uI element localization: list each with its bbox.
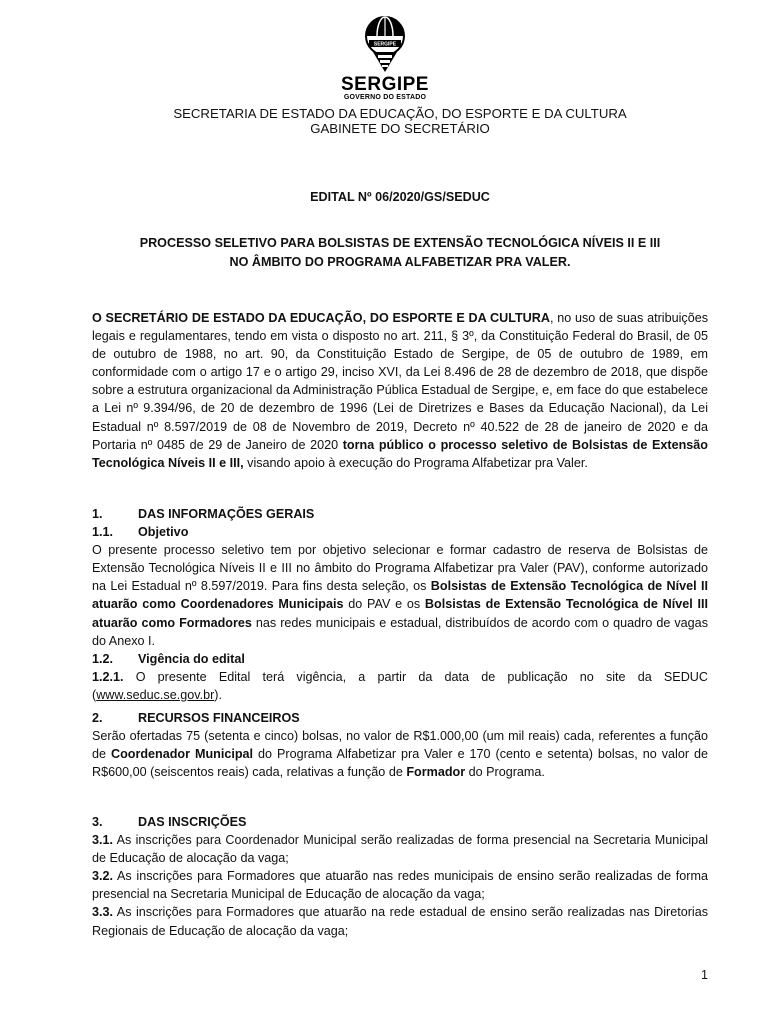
- section-1-heading: [92, 505, 708, 523]
- preamble-text: , no uso de suas atribuições legais e regulamentares, tendo em vista o disposto no art. 211, § 3º, da Constituição Federal do Brasil, de 05 de outubro de 1988, no art. 90, da Constituição Estado de Sergipe, de 05 de outubro de 1989, em conformidade com o artigo 17 e o artigo 29, inciso XVI, da Lei 8.496 de 28 de dezembro de 2018, que dispõe sobre a estrutura organizacional da Administração Pública Estadual de Sergipe, e, em face do que estabelece a Lei nº 9.394/96, de 20 de dezembro de 1996 (Lei de Diretrizes e Bases da Educação Nacional), da Lei Estadual nº 8.597/2019 de 08 de Novembro de 2019, Decreto nº 40.522 de 28 de janeiro de 2020 e da Portaria nº 0485 de 29 de Janeiro de 2020: [92, 311, 708, 452]
- edital-title: EDITAL Nº 06/2020/GS/SEDUC: [310, 190, 490, 204]
- preamble: [92, 309, 708, 472]
- section-3-heading: [92, 813, 708, 831]
- preamble-end: visando apoio à execução do Programa Alfabetizar pra Valer.: [243, 455, 588, 470]
- vigencia-paragraph: [92, 668, 708, 704]
- financial-bold-b: Formador: [406, 765, 466, 780]
- section-2-number: 2.: [92, 711, 103, 725]
- item-3-1-number: 3.1.: [92, 833, 114, 848]
- process-title-line-2: NO ÂMBITO DO PROGRAMA ALFABETIZAR PRA VALER.: [229, 255, 571, 269]
- item-3-3-number: 3.3.: [92, 905, 114, 920]
- page-number: 1: [700, 968, 708, 982]
- section-2-title: RECURSOS FINANCEIROS: [138, 711, 300, 725]
- logo-ribbon-text: SERGIPE: [373, 41, 397, 48]
- subsection-1-2-title: Vigência do edital: [138, 651, 245, 666]
- logo-brand-text: SERGIPE: [341, 74, 429, 95]
- item-1-2-1-text: O presente Edital terá vigência, a partir da data de publicação no site da SEDUC (: [92, 669, 708, 702]
- section-3: [92, 813, 708, 940]
- subsection-1-1-heading: [92, 523, 708, 541]
- header-line-2: GABINETE DO SECRETÁRIO: [310, 121, 490, 136]
- section-2-heading: [92, 709, 708, 727]
- subsection-1-2-number: 1.2.: [92, 651, 114, 666]
- section-3-number: 3.: [92, 815, 103, 829]
- objective-bold-b: Bolsistas de Extensão Tecnológica de Nível III atuarão como Formadores: [92, 597, 708, 630]
- logo-subtitle: GOVERNO DO ESTADO: [343, 94, 427, 101]
- objective-text-c: nas redes municipais e estadual, distribuídos de acordo com o quadro de vagas do Anexo I.: [92, 615, 708, 648]
- financial-bold-a: Coordenador Municipal: [110, 747, 254, 762]
- header-line-1: SECRETARIA DE ESTADO DA EDUCAÇÃO, DO ESPORTE E DA CULTURA: [173, 106, 627, 121]
- financial-paragraph: [92, 727, 708, 781]
- subsection-1-1-number: 1.1.: [92, 525, 114, 540]
- item-1-2-1-number: 1.2.1.: [92, 669, 124, 684]
- process-title: [92, 234, 708, 272]
- item-3-3-text: As inscrições para Formadores que atuarão na rede estadual de ensino serão realizadas nas Diretorias Regionais de Educação de alocação da vaga;: [92, 905, 708, 938]
- financial-text-b: do Programa Alfabetizar pra Valer e 170 (cento e setenta) bolsas, no valor de R$600,00 (seiscentos reais) cada, relativas a função de: [92, 747, 708, 780]
- section-3-title: DAS INSCRIÇÕES: [138, 815, 247, 829]
- item-3-2-number: 3.2.: [92, 869, 114, 884]
- subsection-1-2-heading: [92, 650, 708, 668]
- financial-text-c: do Programa.: [465, 765, 545, 780]
- section-1: [92, 505, 708, 704]
- item-3-1: [92, 831, 708, 867]
- section-1-title: DAS INFORMAÇÕES GERAIS: [138, 507, 315, 521]
- sergipe-logo: [335, 14, 435, 108]
- objective-text-a: O presente processo seletivo tem por objetivo selecionar e formar cadastro de reserva de Bolsistas de Extensão Tecnológica Níveis II e III no âmbito do Programa Alfabetizar pra Valer (PAV), conforme autorizado na Lei Estadual nº 8.597/2019. Para fins desta seleção, os: [92, 543, 708, 594]
- item-3-1-text: As inscrições para Coordenador Municipal serão realizadas de forma presencial na Secretaria Municipal de Educação de alocação da vaga;: [92, 833, 708, 866]
- preamble-bold-tail: torna público o processo seletivo de Bolsistas de Extensão Tecnológica Níveis II e III,: [92, 437, 708, 470]
- seduc-website-link[interactable]: www.seduc.se.gov.br: [96, 687, 215, 702]
- subsection-1-1-title: Objetivo: [138, 525, 189, 540]
- coat-of-arms-icon: [363, 14, 407, 76]
- section-1-number: 1.: [92, 507, 103, 521]
- preamble-lead: O SECRETÁRIO DE ESTADO DA EDUCAÇÃO, DO ESPORTE E DA CULTURA: [92, 311, 550, 325]
- financial-text-a: Serão ofertadas 75 (setenta e cinco) bolsas, no valor de R$1.000,00 (um mil reais) cada, referentes a função de: [92, 729, 708, 762]
- item-3-2: [92, 867, 708, 903]
- section-2: [92, 709, 708, 781]
- institution-header: [92, 106, 708, 136]
- item-3-2-text: As inscrições para Formadores que atuarão nas redes municipais de ensino serão realizadas de forma presencial na Secretaria Municipal de Educação de alocação da vaga;: [92, 869, 708, 902]
- item-3-3: [92, 903, 708, 939]
- item-1-2-1-end: ).: [214, 687, 222, 702]
- preamble-paragraph: [92, 309, 708, 472]
- objective-text-b: do PAV e os: [343, 597, 425, 612]
- objective-bold-a: Bolsistas de Extensão Tecnológica de Nível II atuarão como Coordenadores Municipais: [92, 579, 708, 612]
- process-title-line-1: PROCESSO SELETIVO PARA BOLSISTAS DE EXTENSÃO TECNOLÓGICA NÍVEIS II E III: [139, 236, 661, 250]
- objective-paragraph: [92, 541, 708, 650]
